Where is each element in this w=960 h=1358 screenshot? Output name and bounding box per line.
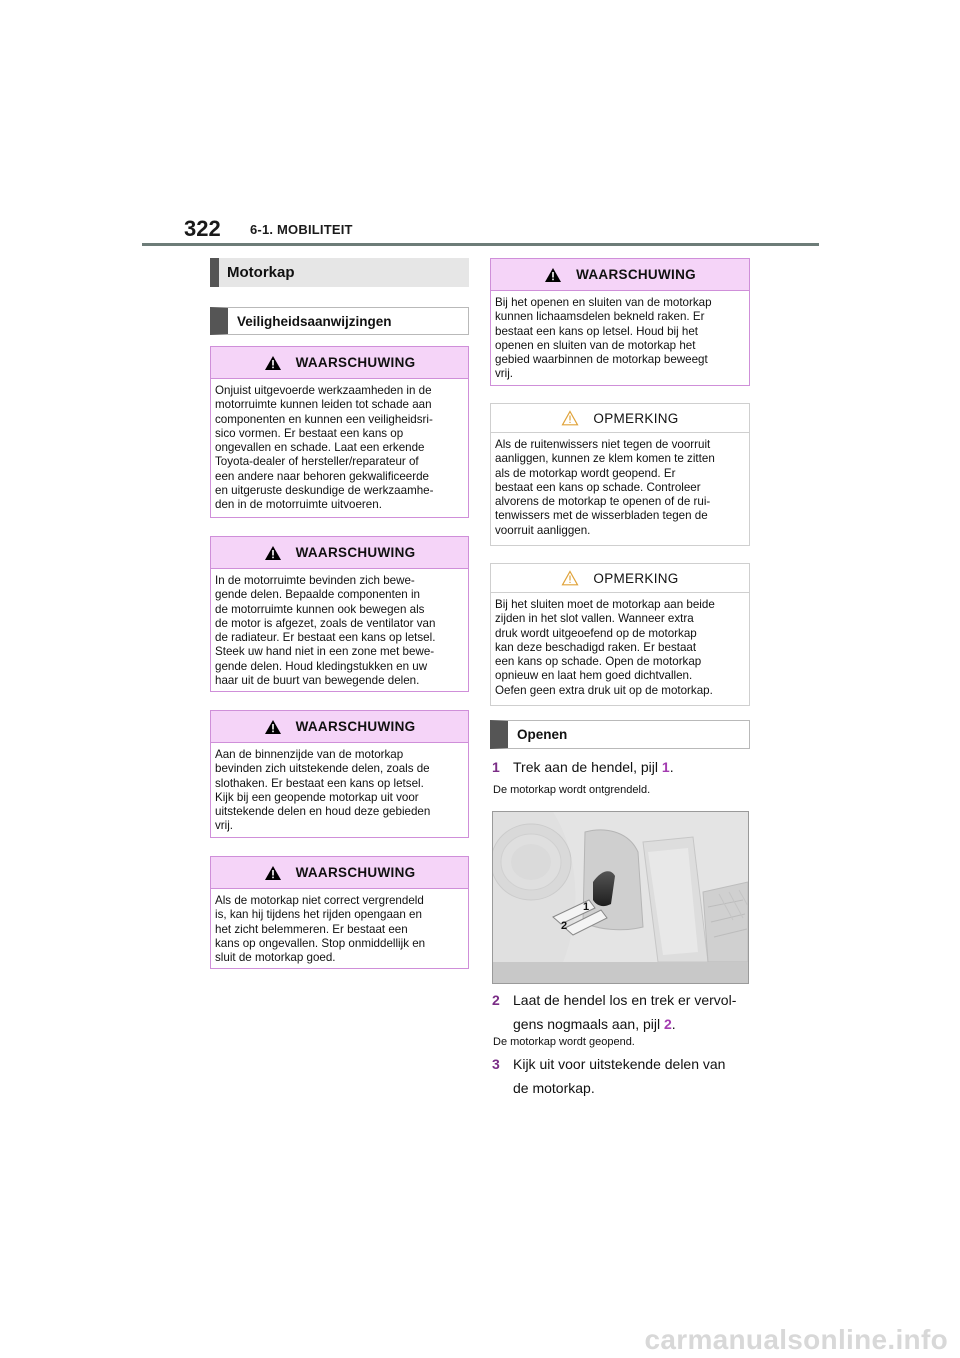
text-line: aanliggen, kunnen ze klem komen te zitten — [495, 452, 715, 466]
caution-triangle-outline-icon — [561, 410, 579, 426]
step-1 — [492, 755, 674, 779]
text-line: de motorruimte kunnen ook bewegen als — [215, 602, 425, 616]
text-line: den in de motorruimte uitvoeren. — [215, 498, 382, 512]
text-line: Bij het openen en sluiten van de motorkap — [495, 296, 712, 309]
text-line: Steek uw hand niet in een zone met bewe- — [215, 645, 435, 659]
arrow-label-1: 1 — [583, 901, 590, 913]
text-line: druk wordt uitgeoefend op de motorkap — [495, 626, 697, 640]
warning-triangle-icon — [264, 865, 282, 881]
note-box-2 — [490, 563, 750, 706]
step-text-line1: Laat de hendel los en trek er vervol- — [513, 992, 737, 1008]
note-title: OPMERKING — [593, 410, 679, 426]
text-line: kunnen lichaamsdelen bekneld raken. Er — [495, 310, 705, 324]
header-divider — [142, 243, 819, 246]
warning-text — [211, 743, 468, 834]
warning-header — [491, 259, 749, 291]
text-line: Oefen geen extra druk uit op de motorkap. — [495, 683, 713, 697]
text-line: het zicht belemmeren. Er bestaat een — [215, 922, 408, 936]
arrow-number: 2 — [664, 1016, 672, 1032]
warning-box-5 — [490, 258, 750, 386]
warning-triangle-icon — [264, 719, 282, 735]
note-text — [491, 593, 749, 698]
text-line: Aan de binnenzijde van de motorkap — [215, 748, 404, 761]
text-line: de motor is afgezet, zoals de ventilator van — [215, 616, 436, 630]
caption-unlocked: De motorkap wordt ontgrendeld. — [493, 784, 651, 796]
text-line: uitstekende delen en houd deze gebieden — [215, 805, 431, 819]
section-heading — [210, 258, 469, 287]
step-text-line1: Kijk uit voor uitstekende delen van — [513, 1056, 726, 1072]
text-line: voorruit aanliggen. — [495, 523, 591, 537]
subheading-safety — [210, 307, 469, 335]
warning-title: WAARSCHUWING — [295, 719, 416, 734]
text-line: haar uit de buurt van bewegende delen. — [215, 674, 420, 688]
text-line: kans op ongevallen. Stop onmiddellijk en — [215, 936, 426, 950]
text-line: In de motorruimte bevinden zich bewe- — [215, 574, 415, 587]
note-text — [491, 433, 749, 538]
warning-title: WAARSCHUWING — [295, 865, 416, 880]
text-line: en uitgeruste deskundige de werkzaamhe- — [215, 484, 434, 498]
text-line: zijden in het slot vallen. Wanneer extra — [495, 612, 694, 626]
subheading-open — [490, 720, 750, 749]
warning-text — [211, 379, 468, 513]
section-heading-text: Motorkap — [227, 264, 295, 281]
warning-text — [211, 569, 468, 688]
warning-header — [211, 347, 468, 379]
step-number: 2 — [492, 992, 500, 1008]
warning-triangle-icon — [544, 267, 562, 283]
text-line: vrij. — [495, 367, 514, 381]
step-number: 1 — [492, 759, 500, 775]
warning-text — [211, 889, 468, 965]
text-line: kan deze beschadigd raken. Er bestaat — [495, 640, 697, 654]
step-number: 3 — [492, 1056, 500, 1072]
text-line: bestaat een kans op letsel. Houd bij het — [495, 324, 699, 338]
note-box-1 — [490, 403, 750, 546]
note-header — [491, 564, 749, 593]
text-line: bevinden zich uitstekende delen, zoals de — [215, 762, 430, 776]
warning-triangle-icon — [264, 545, 282, 561]
caption-opened: De motorkap wordt geopend. — [493, 1036, 635, 1048]
step-end: . — [671, 1016, 676, 1032]
text-line: ongevallen en schade. Laat een erkende — [215, 441, 425, 455]
text-line: Toyota-dealer of hersteller/reparateur of — [215, 455, 419, 469]
text-line: sluit de motorkap goed. — [215, 951, 336, 965]
text-line: de radiateur. Er bestaat een kans op letsel. — [215, 631, 436, 645]
text-line: opnieuw en laat hem goed dichtvallen. — [495, 669, 693, 683]
step-text-line2: de motorkap. — [513, 1080, 595, 1096]
step-end: . — [669, 759, 674, 775]
warning-title: WAARSCHUWING — [295, 355, 416, 370]
warning-header — [211, 537, 468, 569]
text-line: een andere naar behoren gekwalificeerde — [215, 469, 429, 483]
warning-title: WAARSCHUWING — [576, 267, 696, 282]
text-line: slothaken. Er bestaat een kans op letsel. — [215, 776, 424, 790]
text-line: Als de motorkap niet correct vergrendeld — [215, 894, 424, 907]
warning-header — [211, 857, 468, 889]
text-line: tenwissers met de wisserbladen tegen de — [495, 509, 708, 523]
warning-header — [211, 711, 468, 743]
note-header — [491, 404, 749, 433]
warning-title: WAARSCHUWING — [295, 545, 416, 560]
text-line: Bij het sluiten moet de motorkap aan beide — [495, 598, 715, 611]
text-line: een kans op schade. Open de motorkap — [495, 655, 702, 669]
warning-text — [491, 291, 749, 382]
text-line: gende delen. Bepaalde componenten in — [215, 588, 420, 602]
text-line: vrij. — [215, 819, 234, 833]
warning-triangle-icon — [264, 355, 282, 371]
step-text-line2: gens nogmaals aan, pijl — [513, 1016, 664, 1032]
warning-box-2 — [210, 536, 469, 692]
page-number: 322 — [184, 216, 221, 241]
warning-box-1 — [210, 346, 469, 518]
text-line: bestaat een kans op schade. Controleer — [495, 480, 701, 494]
text-line: componenten en kunnen een veiligheidsri- — [215, 412, 433, 426]
section-title: 6-1. MOBILITEIT — [250, 222, 353, 237]
subheading-open-text: Openen — [517, 727, 568, 742]
step-2 — [492, 988, 736, 1036]
text-line: Onjuist uitgevoerde werkzaamheden in de — [215, 384, 432, 397]
subheading-safety-text: Veiligheidsaanwijzingen — [237, 313, 392, 329]
watermark: carmanualsonline.info — [644, 1324, 948, 1355]
warning-box-4 — [210, 856, 469, 969]
note-title: OPMERKING — [593, 570, 679, 586]
text-line: is, kan hij tijdens het rijden opengaan en — [215, 908, 422, 922]
text-line: Kijk bij een geopende motorkap uit voor — [215, 790, 419, 804]
arrow-label-2: 2 — [561, 920, 568, 932]
caution-triangle-outline-icon — [561, 570, 579, 586]
text-line: openen en sluiten van de motorkap het — [495, 338, 696, 352]
warning-box-3 — [210, 710, 469, 838]
arrow-number: 1 — [661, 759, 670, 775]
text-line: motorruimte kunnen leiden tot schade aan — [215, 398, 432, 412]
text-line: gende delen. Houd kledingstukken en uw — [215, 659, 428, 673]
text-line: Als de ruitenwissers niet tegen de voorruit — [495, 438, 711, 451]
text-line: als de motorkap wordt geopend. Er — [495, 466, 676, 480]
text-line: gebied waarbinnen de motorkap beweegt — [495, 353, 708, 367]
step-3 — [492, 1052, 725, 1100]
hood-release-lever-figure — [492, 811, 749, 984]
text-line: alvorens de motorkap te openen of de rui- — [495, 495, 711, 509]
step-text: Trek aan de hendel, pijl — [513, 759, 662, 775]
text-line: sico vormen. Er bestaat een kans op — [215, 426, 404, 440]
hood-release-illustration — [493, 812, 748, 983]
